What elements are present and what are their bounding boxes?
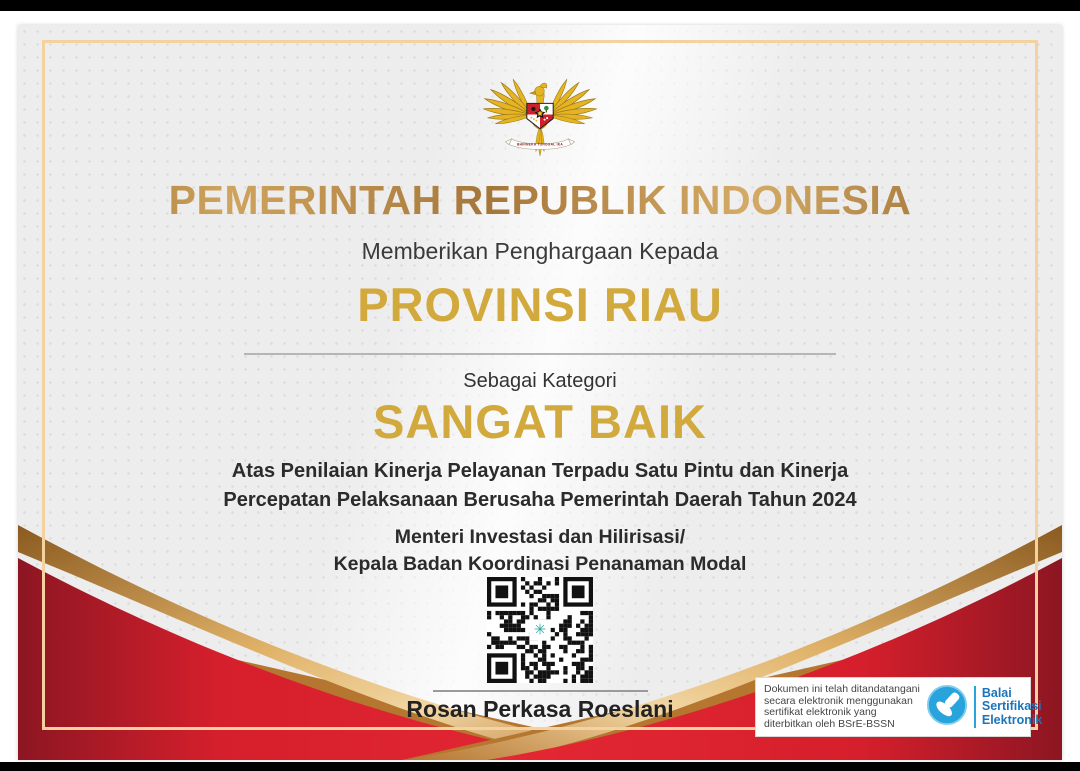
stamp-issuer-line2: Sertifikasi (981, 699, 1042, 714)
esign-statement-line3: sertifikat elektronik yang (764, 706, 877, 718)
esign-statement-line4: diterbitkan oleh BSrE-BSSN (764, 717, 895, 730)
award-description (18, 457, 1062, 515)
category-label: Sebagai Kategori (463, 370, 617, 392)
esign-statement (764, 684, 920, 730)
page-title: PEMERINTAH REPUBLIK INDONESIA (18, 177, 1062, 224)
signature-line (433, 690, 648, 692)
horizontal-divider (244, 353, 836, 355)
bsre-esign-stamp (755, 677, 1043, 737)
stamp-issuer-name (982, 687, 1042, 728)
qr-code (487, 577, 593, 683)
emblem-motto-text: BHINNEKA TUNGGAL IKA (516, 142, 564, 147)
top-black-bar (0, 0, 1080, 11)
bottom-black-bar (0, 762, 1080, 771)
signatory-name: Rosan Perkasa Roeslani (406, 696, 674, 722)
stamp-divider (974, 686, 976, 728)
stamp-issuer-line1: Balai (981, 685, 1012, 700)
recipient-name: PROVINSI RIAU (357, 278, 723, 331)
award-description-line2: Percepatan Pelaksanaan Berusaha Pemerintah Daerah Tahun 2024 (223, 489, 857, 511)
presentation-line: Memberikan Penghargaan Kepada (361, 238, 719, 264)
garuda-pancasila-emblem (18, 51, 1062, 180)
category-value: SANGAT BAIK (373, 395, 707, 448)
esign-statement-line2: secara elektronik menggunakan (764, 694, 913, 707)
stamp-issuer-line3: Elektronik (981, 712, 1043, 727)
qr-center-logo-icon: ✳ (533, 621, 547, 639)
signatory-title-line1: Menteri Investasi dan Hilirisasi/ (394, 526, 686, 548)
award-description-line1: Atas Penilaian Kinerja Pelayanan Terpadu Satu Pintu dan Kinerja (231, 460, 849, 482)
bsre-logo-icon (926, 684, 968, 731)
esign-statement-line1: Dokumen ini telah ditandatangani (764, 683, 920, 695)
signatory-title (18, 524, 1062, 578)
certificate (18, 25, 1062, 760)
signatory-title-line2: Kepala Badan Koordinasi Penanaman Modal (333, 553, 747, 575)
